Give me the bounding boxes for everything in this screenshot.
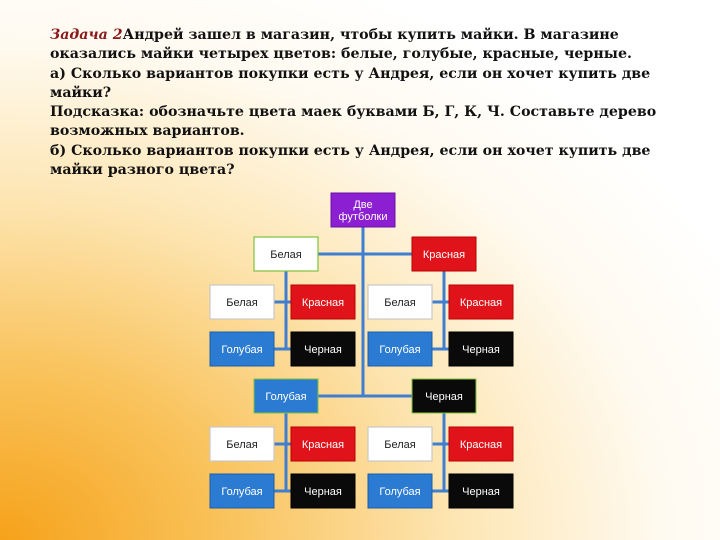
leaf-node-2-4-label: Черная [462, 344, 500, 356]
leaf-node-4-3-label: Голубая [379, 486, 421, 498]
leaf-node-1-2 [291, 285, 355, 319]
branch-node-2-label: Красная [422, 249, 466, 261]
task-line-6: возможных вариантов. [50, 123, 245, 140]
branch-node-3 [254, 379, 318, 413]
leaf-node-4-1 [368, 427, 432, 461]
leaf-node-1-3 [210, 332, 274, 366]
task-line-7: б) Сколько вариантов покупки есть у Андрея, если он хочет купить две [50, 142, 651, 159]
leaf-node-4-3 [368, 474, 432, 508]
task-line-8: майки разного цвета? [50, 162, 235, 179]
leaf-node-4-4-label: Черная [462, 486, 500, 498]
leaf-node-3-1-label: Белая [226, 439, 258, 451]
branch-node-2 [412, 237, 476, 271]
leaf-node-2-3-label: Голубая [379, 344, 421, 356]
leaf-node-3-3-label: Голубая [221, 486, 263, 498]
task-line-3: а) Сколько вариантов покупки есть у Андрея, если он хочет купить две [50, 65, 651, 82]
branch-node-1 [254, 237, 318, 271]
leaf-node-1-1 [210, 285, 274, 319]
branch-node-1-label: Белая [270, 249, 302, 261]
task-line-4: майки? [50, 84, 112, 101]
branch-node-3-label: Голубая [265, 391, 307, 403]
leaf-node-3-1 [210, 427, 274, 461]
branch-node-4 [412, 379, 476, 413]
leaf-node-4-4 [449, 474, 513, 508]
leaf-node-1-2-label: Красная [301, 297, 345, 309]
leaf-node-4-2 [449, 427, 513, 461]
task-line-1: Задача 2Андрей зашел в магазин, чтобы купить майки. В магазине [50, 27, 619, 43]
leaf-node-1-4-label: Черная [304, 344, 342, 356]
leaf-node-1-1-label: Белая [226, 297, 258, 309]
leaf-node-2-1 [368, 285, 432, 319]
leaf-node-3-2 [291, 427, 355, 461]
leaf-node-2-3 [368, 332, 432, 366]
leaf-node-4-1-label: Белая [384, 439, 416, 451]
leaf-node-2-2-label: Красная [459, 297, 503, 309]
leaf-node-2-2 [449, 285, 513, 319]
leaf-node-3-2-label: Красная [301, 439, 345, 451]
root-node-two-tshirts-label: Две [353, 199, 373, 211]
leaf-node-3-4 [291, 474, 355, 508]
leaf-node-2-4 [449, 332, 513, 366]
task-line-5: Подсказка: обозначьте цвета маек буквами Б, Г, К, Ч. Составьте дерево [50, 104, 657, 121]
root-node-two-tshirts-label: футболки [338, 211, 388, 223]
leaf-node-1-4 [291, 332, 355, 366]
leaf-node-4-2-label: Красная [459, 439, 503, 451]
leaf-node-3-4-label: Черная [304, 486, 342, 498]
branch-node-4-label: Черная [425, 391, 463, 403]
leaf-node-3-3 [210, 474, 274, 508]
leaf-node-1-3-label: Голубая [221, 344, 263, 356]
root-node-two-tshirts [331, 193, 395, 227]
task-line-2: оказались майки четырех цветов: белые, голубые, красные, черные. [50, 46, 632, 63]
leaf-node-2-1-label: Белая [384, 297, 416, 309]
task-label: Задача 2 [50, 27, 123, 43]
